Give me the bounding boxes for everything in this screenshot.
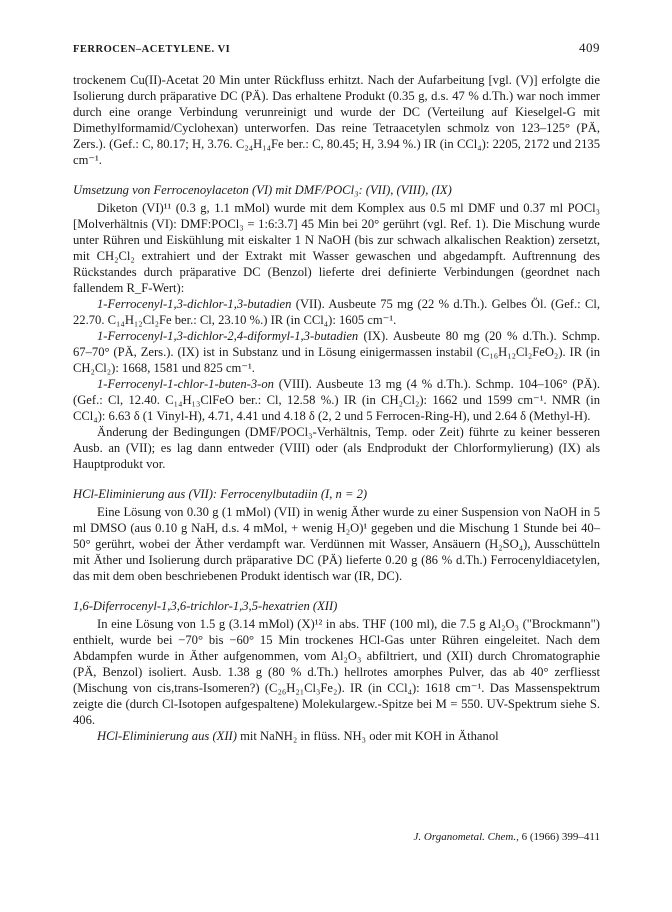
section-heading-hcl-vii: HCl-Eliminierung aus (VII): Ferrocenylbutadiin (I, n = 2) [73, 487, 368, 501]
section-heading-diferrocenyl: 1,6-Diferrocenyl-1,3,6-trichlor-1,3,5-hexatrien (XII) [73, 599, 338, 613]
paragraph-lead-text: mit NaNH₂ in flüss. NH₃ oder mit KOH in Äthanol [240, 729, 499, 743]
compound-details: (VII). Ausbeute 75 mg (22 % d.Th.). Gelbes Öl. (Gef.: Cl, 22.70. C₁₄H₁₂Cl₂Fe ber.: Cl, 23.10 %.) IR (in CCl₄): 1605 cm⁻¹. [73, 297, 600, 327]
compound-name: 1-Ferrocenyl-1-chlor-1-buten-3-on [97, 377, 274, 391]
compound-name: 1-Ferrocenyl-1,3-dichlor-2,4-diformyl-1,3-butadien [97, 329, 359, 343]
paragraph-hcl-xii [73, 728, 600, 744]
journal-name: J. Organometal. Chem., [413, 831, 519, 843]
compound-name: 1-Ferrocenyl-1,3-dichlor-1,3-butadien [97, 297, 292, 311]
page-number: 409 [579, 40, 600, 55]
paragraph-continuation: trockenem Cu(II)-Acetat 20 Min unter Rückfluss erhitzt. Nach der Aufarbeitung [vgl. (V)] erfolgte die Isolierung durch präparative DC (PÄ). Das erhaltene Produkt (0.35 g, d.s. 47 % d.Th.) war noch immer durch eine orange Verbindung verunreinigt und wurde der DC (Verteilung auf Kieselgel-G mit Dimethylformamid/Cyclohexan) unterworfen. Das reine Tetraacetylen schmolz von 123–125° (PÄ, Zers.). (Gef.: C, 80.17; H, 3.76. C₂₄H₁₄Fe ber.: C, 80.45; H, 3.94 %.) IR (in CCl₄): 2205, 2172 und 2135 cm⁻¹. [73, 73, 600, 167]
paragraph-aenderung: Änderung der Bedingungen (DMF/POCl₃-Verhältnis, Temp. oder Zeit) führte zu keiner besseren Ausb. an (VII); es lag dann entweder (VIII) oder (als Endprodukt der Chlorformylierung) (IX) als Hauptprodukt vor. [73, 425, 600, 471]
paragraph-lead: HCl-Eliminierung aus (XII) [97, 729, 237, 743]
page-body [73, 40, 600, 744]
journal-citation: 6 (1966) 399–411 [521, 831, 600, 843]
paragraph-diketon: Diketon (VI)¹¹ (0.3 g, 1.1 mMol) wurde mit dem Komplex aus 0.5 ml DMF und 0.37 ml POCl₃ [Molverhältnis (VI): DMF:POCl₃ = 1:6:3.7] 45 Min bei 20° gerührt (vgl. Ref. 1). Die Mischung wurde unter Rühren und Eiskühlung mit eiskalter 1 N NaOH (bis zur schwach alkalischen Reaktion) zersetzt, mit CH₂Cl₂ extrahiert und der Extrakt mit Wasser gewaschen und abgedampft. Auftrennung des Rückstandes durch präparative DC (Benzol) lieferte drei definierte Verbindungen (geordnet nach fallendem R_F-Wert): [73, 201, 600, 295]
paragraph-loesung: Eine Lösung von 0.30 g (1 mMol) (VII) in wenig Äther wurde zu einer Suspension von NaOH in 5 ml DMSO (aus 0.10 g NaH, d.s. 4 mMol, + wenig H₂O)¹ gegeben und die Mischung 1 Stunde bei 40–50° gerührt, wobei der Äther verdampft war. Verdünnen mit Wasser, Ansäuern (H₂SO₄), Ausschütteln mit Äther und Isolierung durch präparative DC (PÄ) lieferte 0.20 g (86 % d.Th.) Ferrocenyldiacetylen, das mit dem oben beschriebenen Produkt identisch war (IR, DC). [73, 505, 600, 583]
compound-entry-vii [73, 296, 600, 328]
compound-details: (IX). Ausbeute 80 mg (20 % d.Th.). Schmp. 67–70° (PÄ, Zers.). (IX) ist in Substanz und in Lösung einigermassen instabil (C₁₆H₁₂Cl₂FeO₂). IR (in CH₂Cl₂): 1668, 1581 und 825 cm⁻¹. [73, 329, 600, 375]
paragraph-thf: In eine Lösung von 1.5 g (3.14 mMol) (X)¹² in abs. THF (100 ml), die 7.5 g Al₂O₃ ("Brockmann") enthielt, wurde bei −70° bis −60° 15 Min trockenes HCl-Gas unter Rühren eingeleitet. Nach dem Abdampfen wurde in Äther aufgenommen, vom Al₂O₃ abfiltriert, und (XII) durch Chromatographie (PÄ, Benzol) isoliert. Ausb. 1.38 g (80 % d.Th.) hellrotes amorphes Pulver, das ab 40° zerfliesst (Mischung von cis,trans-Isomeren?) (C₂₆H₂₁Cl₃Fe₂). IR (in CCl₄): 1618 cm⁻¹. Das Massenspektrum zeigte die (durch Cl-Isotopen aufgespaltene) Molekulargew.-Spitze bei M = 550. UV-Spektrum siehe S. 406. [73, 617, 600, 727]
section-heading-umsetzung: Umsetzung von Ferrocenoylaceton (VI) mit DMF/POCl₃: (VII), (VIII), (IX) [73, 183, 452, 197]
compound-entry-viii [73, 376, 600, 424]
compound-entry-ix [73, 328, 600, 376]
compound-details: (VIII). Ausbeute 13 mg (4 % d.Th.). Schmp. 104–106° (PÄ). (Gef.: Cl, 12.40. C₁₄H₁₃ClFeO ber.: Cl, 12.58 %.) IR (in CH₂Cl₂): 1662 und 1599 cm⁻¹. NMR (in CCl₄): 6.63 δ (1 Vinyl-H), 4.71, 4.41 und 4.18 δ (2, 2 und 5 Ferrocen-Ring-H), und 2.64 δ (Methyl-H). [73, 377, 600, 423]
running-header [73, 40, 600, 56]
journal-footer [73, 831, 600, 843]
running-title: FERROCEN–ACETYLENE. VI [73, 44, 231, 55]
